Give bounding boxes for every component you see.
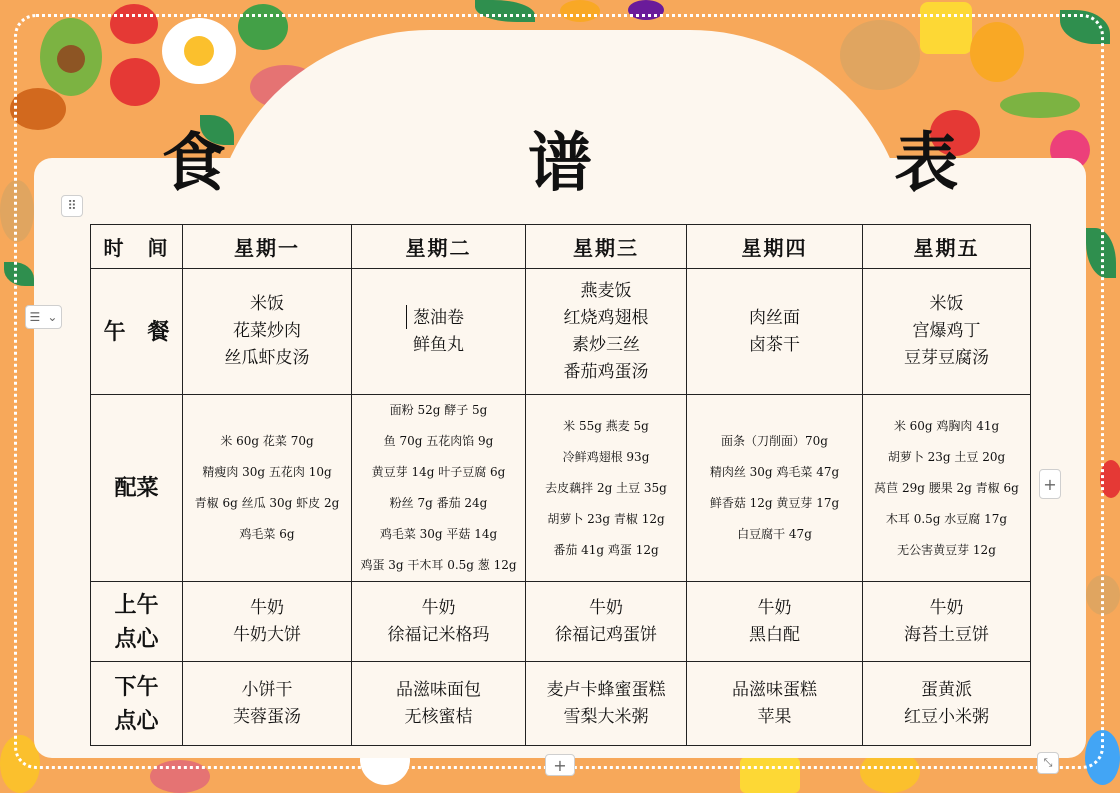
pm-snack-cell[interactable] <box>352 662 526 746</box>
lunch-cell[interactable] <box>863 269 1031 395</box>
header-thursday[interactable]: 星期四 <box>687 225 863 269</box>
cell-line: 素炒三丝 <box>572 334 640 355</box>
am-snack-row <box>91 582 1031 662</box>
cell-line: 牛奶 <box>421 597 456 618</box>
cell-line: 番茄 41g 鸡蛋 12g <box>553 542 659 557</box>
cell-line: 海苔土豆饼 <box>904 624 989 645</box>
avocado-pit-decoration <box>57 45 85 73</box>
am-snack-label-cell[interactable] <box>91 582 183 662</box>
cell-line: 木耳 0.5g 水豆腐 17g <box>885 511 1008 526</box>
lunch-row <box>91 269 1031 395</box>
cell-line: 米 60g 鸡胸肉 41g <box>893 418 1000 433</box>
row-label-line: 点心 <box>114 707 159 734</box>
side-cell[interactable] <box>183 395 352 582</box>
cell-line: 苹果 <box>757 706 792 727</box>
side-cell[interactable] <box>352 395 526 582</box>
header-friday[interactable]: 星期五 <box>863 225 1031 269</box>
pm-snack-label-cell[interactable] <box>91 662 183 746</box>
leaf-decoration <box>475 0 535 22</box>
cell-line: 鱼 70g 五花肉馅 9g <box>383 434 494 448</box>
cell-line: 牛奶 <box>250 597 284 618</box>
cell-line: 粉丝 7g 番茄 24g <box>389 496 488 510</box>
tomato-decoration <box>1100 460 1120 498</box>
cell-line: 胡萝卜 23g 青椒 12g <box>547 511 665 526</box>
lunch-cell[interactable] <box>352 269 526 395</box>
lunch-cell[interactable] <box>183 269 352 395</box>
pm-snack-cell[interactable] <box>526 662 687 746</box>
cell-line: 品滋味面包 <box>396 679 481 700</box>
pm-snack-cell[interactable] <box>183 662 352 746</box>
cell-line: 米饭 <box>929 294 964 314</box>
lunch-cell[interactable] <box>526 269 687 395</box>
cell-line: 白豆腐干 47g <box>737 527 812 541</box>
cell-line: 红豆小米粥 <box>904 706 989 727</box>
broccoli-decoration <box>238 4 288 50</box>
leaf-decoration <box>4 262 34 286</box>
page-title[interactable]: 食 谱 表 <box>161 126 1099 201</box>
am-snack-cell[interactable] <box>863 582 1031 662</box>
cell-line: 牛奶 <box>929 597 964 618</box>
am-snack-cell[interactable] <box>526 582 687 662</box>
header-tuesday[interactable]: 星期二 <box>352 225 526 269</box>
cell-line: 番茄鸡蛋汤 <box>563 361 649 382</box>
add-column-button[interactable]: + <box>1039 469 1061 499</box>
cheese-decoration <box>740 757 800 793</box>
cell-line: 无公害黄豆芽 12g <box>897 542 996 557</box>
side-cell[interactable] <box>526 395 687 582</box>
side-row <box>91 395 1031 582</box>
cheese-decoration <box>920 2 972 54</box>
header-row <box>91 225 1031 269</box>
bread-decoration <box>840 20 920 90</box>
leaf-decoration <box>1086 228 1116 278</box>
row-label-line: 下午 <box>114 673 159 700</box>
cell-line: 牛奶 <box>589 597 623 618</box>
cell-line: 青椒 6g 丝瓜 30g 虾皮 2g <box>194 496 340 510</box>
cell-line: 鲜香菇 12g 黄豆芽 17g <box>709 496 840 510</box>
am-snack-cell[interactable] <box>183 582 352 662</box>
cell-line: 精肉丝 30g 鸡毛菜 47g <box>709 465 840 479</box>
cell-line: 徐福记鸡蛋饼 <box>555 624 657 645</box>
cell-line: 黑白配 <box>749 624 800 645</box>
cell-line: 芙蓉蛋汤 <box>233 706 301 727</box>
cell-line: 米饭 <box>250 294 284 314</box>
meat-decoration <box>150 760 210 793</box>
pepper-decoration <box>970 22 1024 82</box>
am-snack-cell[interactable] <box>352 582 526 662</box>
cell-line: 无核蜜桔 <box>404 706 473 727</box>
am-snack-cell[interactable] <box>687 582 863 662</box>
row-label-line: 点心 <box>114 625 159 652</box>
cell-line: 豆芽豆腐汤 <box>904 348 989 368</box>
cell-line: 雪梨大米粥 <box>563 706 649 727</box>
cell-line: 莴苣 29g 腰果 2g 青椒 6g <box>874 480 1019 495</box>
pm-snack-cell[interactable] <box>687 662 863 746</box>
cell-line: 卤茶干 <box>749 334 800 355</box>
cell-line: 葱油卷 <box>413 307 464 328</box>
resize-handle-icon[interactable]: ⤡ <box>1037 752 1059 774</box>
eggplant-decoration <box>628 0 664 20</box>
pepper-decoration <box>560 0 600 22</box>
egg-decoration <box>1085 730 1120 785</box>
cell-line: 米 55g 燕麦 5g <box>563 418 649 433</box>
cell-line: 精瘦肉 30g 五花肉 10g <box>202 465 332 479</box>
pm-snack-cell[interactable] <box>863 662 1031 746</box>
cell-line: 花菜炒肉 <box>233 321 301 341</box>
menu-table[interactable] <box>90 224 1031 746</box>
cell-line: 面粉 52g 酵子 5g <box>389 403 488 417</box>
drag-handle-icon[interactable]: ⠿ <box>61 195 83 217</box>
header-corner-cell[interactable]: 时 间 <box>91 225 183 269</box>
cell-line: 黄豆芽 14g 叶子豆腐 6g <box>371 465 506 479</box>
cell-line: 红烧鸡翅根 <box>563 307 649 328</box>
cell-line: 去皮藕拌 2g 土豆 35g <box>545 480 667 495</box>
cell-line: 米 60g 花菜 70g <box>220 434 314 448</box>
cell-line: 燕麦饭 <box>580 280 632 301</box>
pm-snack-row <box>91 662 1031 746</box>
cell-line: 胡萝卜 23g 土豆 20g <box>887 449 1006 464</box>
cell-line: 麦卢卡蜂蜜蛋糕 <box>546 679 666 700</box>
cell-line: 鸡蛋 3g 干木耳 0.5g 葱 12g <box>360 558 517 572</box>
header-monday[interactable]: 星期一 <box>183 225 352 269</box>
text-cursor <box>406 305 407 329</box>
row-menu-icon: ☰ <box>29 310 41 324</box>
cell-line: 丝瓜虾皮汤 <box>224 348 310 368</box>
lunch-cell[interactable] <box>687 269 863 395</box>
cell-line: 肉丝面 <box>749 307 800 328</box>
tomato-decoration <box>110 58 160 106</box>
row-menu-button[interactable] <box>25 305 62 329</box>
cell-line: 宫爆鸡丁 <box>912 321 981 341</box>
sandwich-decoration <box>1086 575 1120 615</box>
cell-line: 鸡毛菜 30g 平菇 14g <box>379 527 498 541</box>
cell-line: 品滋味蛋糕 <box>732 679 817 700</box>
chevron-down-icon: ⌄ <box>47 310 58 324</box>
cell-line: 徐福记米格玛 <box>387 624 490 645</box>
egg-yolk-decoration <box>184 36 214 66</box>
side-cell[interactable] <box>863 395 1031 582</box>
header-wednesday[interactable]: 星期三 <box>526 225 687 269</box>
cell-line: 蛋黄派 <box>921 679 972 700</box>
add-row-button[interactable]: + <box>545 754 575 776</box>
side-label-cell[interactable]: 配菜 <box>91 395 183 582</box>
cell-line: 鸡毛菜 6g <box>239 527 295 541</box>
row-label-line: 上午 <box>114 591 159 618</box>
cell-line: 鲜鱼丸 <box>413 334 464 355</box>
tomato-decoration <box>110 4 158 44</box>
lunch-label-cell[interactable]: 午 餐 <box>91 269 183 395</box>
cell-line: 牛奶 <box>757 597 792 618</box>
cell-line: 小饼干 <box>241 679 293 700</box>
leaf-decoration <box>1060 10 1110 44</box>
cell-line: 面条（刀削面）70g <box>721 434 828 448</box>
side-cell[interactable] <box>687 395 863 582</box>
cell-line: 牛奶大饼 <box>233 624 301 645</box>
cell-line: 冷鲜鸡翅根 93g <box>562 449 650 464</box>
